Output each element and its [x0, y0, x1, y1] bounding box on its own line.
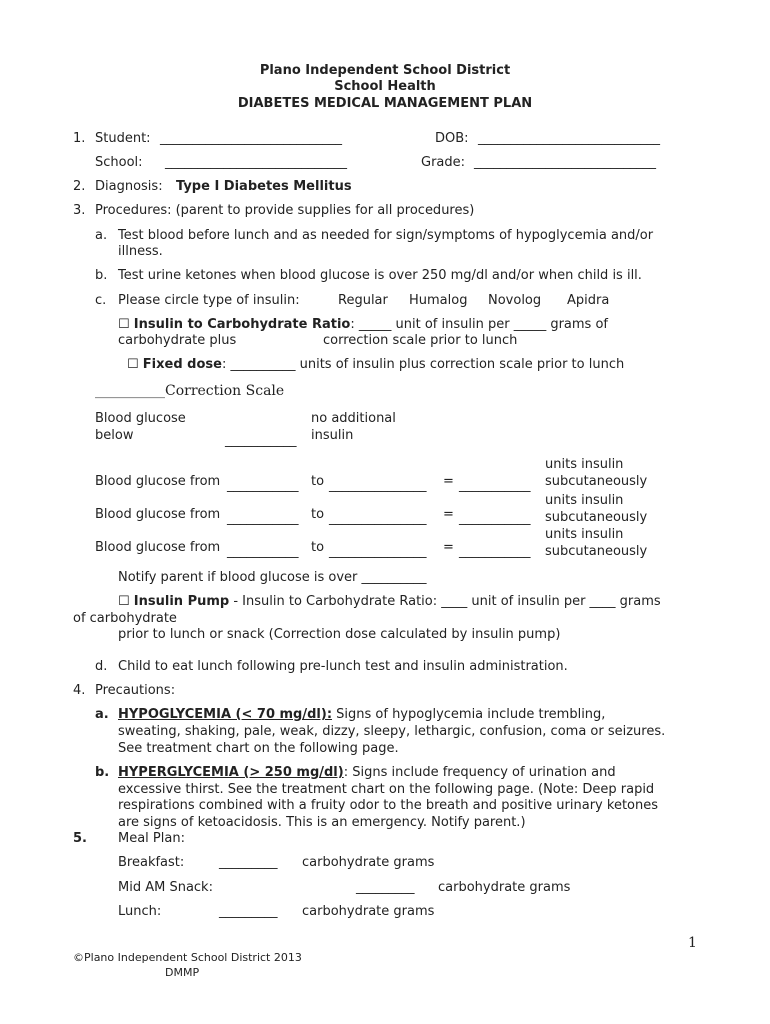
scale-from-label: Blood glucose from	[95, 474, 221, 489]
pump-text: - Insulin to Carbohydrate Ratio: ____ unit of insulin per ____ grams	[229, 594, 661, 609]
breakfast-field[interactable]: _________	[219, 855, 278, 870]
item-number: 5.	[73, 831, 87, 846]
lunch-label: Lunch:	[118, 904, 162, 919]
fixed-dose-label: Fixed dose	[142, 357, 222, 372]
hyperglycemia-line3: respirations combined with a fruity odor to the breath and positive urinary ketones	[118, 798, 659, 813]
footer-copyright: ©Plano Independent School District 2013	[73, 951, 302, 964]
procedure-letter: c.	[95, 293, 107, 308]
scale-units-field[interactable]: ___________	[459, 544, 531, 559]
scale-to-field[interactable]: _______________	[329, 478, 427, 493]
page-title: DIABETES MEDICAL MANAGEMENT PLAN	[237, 96, 533, 111]
precaution-letter: b.	[95, 765, 110, 780]
icr-text: : _____ unit of insulin per _____ grams of	[350, 317, 608, 332]
diagnosis-value: Type I Diabetes Mellitus	[176, 179, 352, 194]
scale-to-label: to	[311, 474, 325, 489]
scale-equals: =	[443, 474, 454, 489]
insulin-option-apidra[interactable]: Apidra	[567, 293, 610, 308]
procedure-b-text: Test urine ketones when blood glucose is over 250 mg/dl and/or when child is ill.	[118, 268, 642, 283]
footer-code: DMMP	[165, 966, 200, 979]
scale-to-label: to	[311, 507, 325, 522]
scale-from-label: Blood glucose from	[95, 540, 221, 555]
school-field[interactable]: ____________________________	[165, 155, 347, 170]
icr-line2a: carbohydrate plus	[118, 333, 237, 348]
student-label: Student:	[95, 131, 151, 146]
dob-label: DOB:	[435, 131, 469, 146]
scale-row0-result-a: no additional	[311, 411, 396, 426]
page-number: 1	[688, 935, 697, 951]
snack-label: Mid AM Snack:	[118, 880, 213, 895]
hypoglycemia-text: Signs of hypoglycemia include trembling,	[332, 707, 606, 722]
hypoglycemia-title: HYPOGLYCEMIA (< 70 mg/dl):	[118, 707, 333, 722]
scale-row0-label-b: below	[95, 428, 134, 443]
procedure-d-text: Child to eat lunch following pre-lunch test and insulin administration.	[118, 659, 568, 674]
correction-scale-title: __________Correction Scale	[95, 383, 285, 399]
hyperglycemia-line1	[118, 765, 616, 781]
icr-checkbox[interactable]: ☐	[118, 317, 130, 332]
item-number: 2.	[73, 179, 86, 194]
precautions-label: Precautions:	[95, 683, 176, 698]
insulin-option-humalog[interactable]: Humalog	[409, 293, 468, 308]
scale-units-field[interactable]: ___________	[459, 511, 531, 526]
diagnosis-label: Diagnosis:	[95, 179, 163, 194]
insulin-option-regular[interactable]: Regular	[338, 293, 388, 308]
scale-from-field[interactable]: ___________	[227, 544, 299, 559]
scale-to-label: to	[311, 540, 325, 555]
hyperglycemia-text: : Signs include frequency of urination and	[343, 765, 616, 780]
pump-checkbox[interactable]: ☐	[118, 594, 130, 609]
lunch-carb-text: carbohydrate grams	[302, 904, 435, 919]
scale-equals: =	[443, 507, 454, 522]
scale-equals: =	[443, 540, 454, 555]
scale-units-b: subcutaneously	[545, 510, 648, 525]
scale-units-a: units insulin	[545, 493, 624, 508]
icr-label: Insulin to Carbohydrate Ratio	[133, 317, 351, 332]
insulin-option-novolog[interactable]: Novolog	[488, 293, 542, 308]
scale-from-label: Blood glucose from	[95, 507, 221, 522]
scale-row0-result-b: insulin	[311, 428, 354, 443]
pump-line3: prior to lunch or snack (Correction dose calculated by insulin pump)	[118, 627, 561, 642]
scale-units-b: subcutaneously	[545, 474, 648, 489]
snack-carb-text: carbohydrate grams	[438, 880, 571, 895]
notify-parent-text: Notify parent if blood glucose is over __________	[118, 570, 427, 585]
grade-label: Grade:	[421, 155, 466, 170]
pump-label: Insulin Pump	[133, 594, 230, 609]
item-number: 3.	[73, 203, 86, 218]
scale-units-b: subcutaneously	[545, 544, 648, 559]
scale-units-a: units insulin	[545, 457, 624, 472]
breakfast-label: Breakfast:	[118, 855, 185, 870]
fixed-dose-checkbox[interactable]: ☐	[127, 357, 139, 372]
hypoglycemia-line1	[118, 707, 605, 723]
procedure-a-line2: illness.	[118, 244, 163, 259]
pump-line2: of carbohydrate	[73, 611, 177, 626]
dob-field[interactable]: ____________________________	[478, 131, 660, 146]
procedure-letter: b.	[95, 268, 108, 283]
procedure-letter: d.	[95, 659, 108, 674]
breakfast-carb-text: carbohydrate grams	[302, 855, 435, 870]
scale-from-field[interactable]: ___________	[227, 511, 299, 526]
grade-field[interactable]: ____________________________	[474, 155, 656, 170]
pump-line	[118, 594, 661, 610]
hypoglycemia-line3: See treatment chart on the following page.	[118, 741, 399, 756]
scale-units-a: units insulin	[545, 527, 624, 542]
scale-from-field[interactable]: ___________	[227, 478, 299, 493]
student-field[interactable]: ____________________________	[160, 131, 342, 146]
hyperglycemia-title: HYPERGLYCEMIA (> 250 mg/dl)	[118, 765, 344, 780]
item-number: 1.	[73, 131, 86, 146]
meal-plan-label: Meal Plan:	[118, 831, 185, 846]
hyperglycemia-line2: excessive thirst. See the treatment chart on the following page. (Note: Deep rapid	[118, 782, 655, 797]
scale-units-field[interactable]: ___________	[459, 478, 531, 493]
precaution-letter: a.	[95, 707, 109, 722]
icr-line2b: correction scale prior to lunch	[323, 333, 518, 348]
procedure-c-text: Please circle type of insulin:	[118, 293, 300, 308]
header-school-health: School Health	[334, 79, 436, 94]
scale-to-field[interactable]: _______________	[329, 511, 427, 526]
header-district: Plano Independent School District	[259, 63, 511, 78]
fixed-dose-line	[127, 357, 624, 373]
fixed-dose-text: : __________ units of insulin plus correction scale prior to lunch	[221, 357, 625, 372]
snack-field[interactable]: _________	[356, 880, 415, 895]
hypoglycemia-line2: sweating, shaking, pale, weak, dizzy, sleepy, lethargic, confusion, coma or seizures.	[118, 724, 666, 739]
procedures-label: Procedures: (parent to provide supplies for all procedures)	[95, 203, 475, 218]
hyperglycemia-line4: are signs of ketoacidosis. This is an emergency. Notify parent.)	[118, 815, 526, 830]
scale-to-field[interactable]: _______________	[329, 544, 427, 559]
procedure-letter: a.	[95, 228, 108, 243]
item-number: 4.	[73, 683, 86, 698]
school-label: School:	[95, 155, 143, 170]
scale-row0-label-a: Blood glucose	[95, 411, 186, 426]
icr-line	[118, 317, 608, 333]
scale-row0-blank[interactable]: ___________	[225, 433, 297, 448]
lunch-field[interactable]: _________	[219, 904, 278, 919]
procedure-a-line1: Test blood before lunch and as needed for sign/symptoms of hypoglycemia and/or	[118, 228, 654, 243]
